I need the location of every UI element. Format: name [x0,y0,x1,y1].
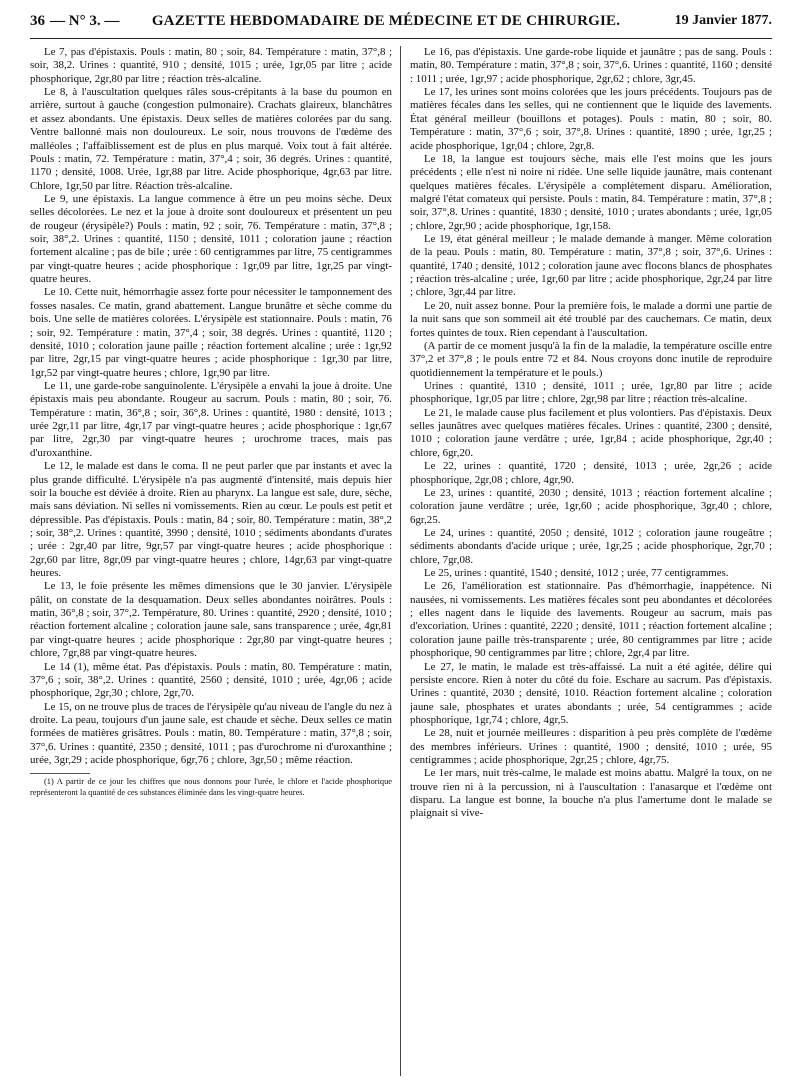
paragraph: Le 20, nuit assez bonne. Pour la première fois, le malade a dormi une partie de la nuit sans que son sommeil ait été troublé par des cauchemars. Ce matin, deux fortes quintes de toux. Rien cependant à l'auscultation. [410,299,772,339]
page-number: 36 [30,12,45,29]
paragraph: Le 12, le malade est dans le coma. Il ne peut parler que par instants et avec la plus grande difficulté. L'érysipèle n'a pas augmenté d'intensité, mais depuis hier soir la bouche est déviée à droite. Rien au pharynx. La langue est sale, dure, sèche, mais sans déviation. Ni selles ni vomissements. Rien au cœur. Le pouls est petit et dépressible. Pas d'épistaxis. Pouls : matin, 84 ; soir, 80. Température : matin, 38°,2 ; soir, 38°,2. Urines : quantité, 3990 ; densité, 1010 ; sédiments abondants d'urates ; urée : 2gr,40 par litre, 9gr,57 par vingt-quatre heures ; acide phosphorique : 2gr,60 par litre, 8gr,09 par vingt-quatre heures ; chlore, 14gr,63 par vingt-quatre heures. [30,460,392,580]
journal-title: GAZETTE HEBDOMADAIRE DE MÉDECINE ET DE CHIRURGIE. [151,12,621,29]
paragraph: Le 19, état général meilleur ; le malade demande à manger. Même coloration de la peau. Pouls : matin, 80. Température : matin, 37°,8 ; soir, 37°,6. Urines : quantité, 1740 ; densité, 1012 ; coloration jaune avec flocons blancs de phosphates ; réaction très-alcaline ; urée, 1gr,60 par litre ; acide phosphorique, 2gr,24 par litre ; chlore, 3gr,44 par litre. [410,233,772,299]
right-column [410,46,772,1078]
paragraph: Le 14 (1), même état. Pas d'épistaxis. Pouls : matin, 80. Température : matin, 37°,6 ; soir, 38°,2. Urines : quantité, 2560 ; densité, 1010 ; urée, 4gr,06 ; acide phosphorique, 2gr,30 ; chlore, 2gr,70. [30,660,392,700]
paragraph: Urines : quantité, 1310 ; densité, 1011 ; urée, 1gr,80 par litre ; acide phosphorique, 1gr,05 par litre ; chlore, 2gr,98 par litre ; réaction très-alcaline. [410,379,772,406]
paragraph: Le 16, pas d'épistaxis. Une garde-robe liquide et jaunâtre ; pas de sang. Pouls : matin, 80. Température : matin, 37°,8 ; soir, 37°,6. Urines : quantité, 1160 ; densité : 1011 ; urée, 1gr,97 ; acide phosphorique, 2gr,62 ; chlore, 3gr,45. [410,46,772,85]
paragraph: Le 28, nuit et journée meilleures : disparition à peu près complète de l'œdème des membres inférieurs. Urines : quantité, 1900 ; densité, 1010 ; urée, 95 centigrammes ; acide phosphorique, 2gr,25 ; chlore, 4gr,75. [410,727,772,767]
paragraph: Le 24, urines : quantité, 2050 ; densité, 1012 ; coloration jaune rougeâtre ; sédiments abondants d'acide urique ; urée, 1gr,25 ; acide phosphorique, 2gr,70 ; chlore, 7gr,08. [410,526,772,566]
column-separator [400,46,401,1076]
paragraph: Le 22, urines : quantité, 1720 ; densité, 1013 ; urée, 2gr,26 ; acide phosphorique, 2gr,08 ; chlore, 4gr,90. [410,460,772,486]
issue-number: — N° 3. — [50,12,120,29]
footnote-rule [30,773,90,774]
paragraph: Le 7, pas d'épistaxis. Pouls : matin, 80 ; soir, 84. Température : matin, 37°,8 ; soir, 38,2. Urines : quantité, 910 ; densité, 1015 ; urée, 1gr,05 par litre ; acide phosphorique, 2gr,80 par litre ; réaction très-alcaline. [30,46,392,85]
paragraph: Le 18, la langue est toujours sèche, mais elle l'est moins que les jours précédents ; elle n'est ni noire ni ridée. Une selle liquide jaunâtre, mais contenant quelques matières fécales. L'érysipèle a complètement disparu. Amélioration, malgré l'état comateux qui persiste. Pouls : matin, 84. Température : matin, 37°,8 ; soir, 37°,8. Urines : quantité, 1830 ; densité, 1010 ; urates abondants ; urée, 1gr,05 ; chlore, 2gr,90 ; acide phosphorique, 1gr,158. [410,152,772,232]
paragraph: Le 26, l'amélioration est stationnaire. Pas d'hémorrhagie, inappétence. Ni nausées, ni vomissements. Les matières fécales sont peu abondantes et décolorées ; elles nagent dans le liquide des lavements. Rougeur au sacrum, mais pas d'excoriation. Urines : quantité, 2220 ; densité, 1011 ; réaction fortement alcaline ; coloration jaune paille très-transparente ; urée, 80 centigrammes par litre ; acide phosphorique, 90 centigrammes par litre ; chlore, 2gr,4 par litre. [410,580,772,660]
paragraph: Le 23, urines : quantité, 2030 ; densité, 1013 ; réaction fortement alcaline ; coloration jaune verdâtre ; urée, 1gr,60 ; acide phosphorique, 3gr,40 ; chlore, 6gr,25. [410,486,772,526]
paragraph: Le 21, le malade cause plus facilement et plus volontiers. Pas d'épistaxis. Deux selles jaunâtres avec quelques matières fécales. Urines : quantité, 2300 ; densité, 1010 ; coloration jaune verdâtre ; urée, 1gr,84 ; acide phosphorique, 2gr,40 ; chlore, 6gr,20. [410,406,772,459]
paragraph: Le 1er mars, nuit très-calme, le malade est moins abattu. Malgré la toux, on ne trouve rien ni à la percussion, ni à l'auscultation : l'anasarque et l'œdème ont disparu. La langue est bonne, la bouche n'a plus l'amertume dont le malade se plaignait si vive- [410,767,772,820]
paragraph: Le 8, à l'auscultation quelques râles sous-crépitants à la base du poumon en arrière, surtout à gauche (congestion pulmonaire). Crachats glaireux, blanchâtres et assez abondants. Une épistaxis. Deux selles de matières colorées par du sang. Ventre ballonné mais non douloureux. Le soir, nous trouvons de l'œdème des malléoles ; l'affaiblissement est de plus en plus marqué. Voix tout à fait altérée. Pouls : matin, 72. Température : matin, 37°,4 ; soir, 36 degrés. Urines : quantité, 1170 ; densité, 1008. Urée, 1gr,88 par litre. Acide phosphorique, 4gr,63 par litre. Chlore, 1gr,50 par litre. Réaction très-alcaline. [30,86,392,192]
paragraph: Le 15, on ne trouve plus de traces de l'érysipèle qu'au niveau de l'angle du nez à droite. La peau, toujours d'un jaune sale, est chaude et sèche. Deux selles ce matin formées de matières grisâtres. Pouls : matin, 80. Température : matin, 37°,8 ; soir, 37°,6. Urines : quantité, 2350 ; densité, 1011 ; pas d'urochrome ni d'uroxanthine ; urée, 3gr,29 ; acide phosphorique, 6gr,76 ; chlore, 3gr,50 ; même réaction. [30,700,392,767]
paragraph: Le 27, le matin, le malade est très-affaissé. La nuit a été agitée, délire qui persiste encore. Rien à noter du côté du foie. Eschare au sacrum. Pas d'épistaxis. Urines : quantité, 2030 ; densité, 1010. Réaction fortement alcaline ; coloration jaune sale, phosphates et urates abondants ; urée, 54 centigrammes ; acide phosphorique, 1gr,74 ; chlore, 4gr,5. [410,660,772,726]
issue-date: 19 Janvier 1877. [674,13,772,28]
header-rule [30,38,772,39]
page-header [30,8,772,34]
paragraph: Le 13, le foie présente les mêmes dimensions que le 30 janvier. L'érysipèle pâlit, on constate de la desquamation. Deux selles abondantes noirâtres. Pouls : matin, 36°,8 ; soir, 37°,2. Température, 80. Urines : quantité, 2920 ; densité, 1010 ; réaction fortement alcaline ; coloration jaune sale, sans transparence ; urée, 4gr,81 par vingt-quatre heures ; acide phosphorique : 2gr,80 par vingt-quatre heures ; chlore, 7gr,88 par vingt-quatre heures. [30,580,392,660]
paragraph: Le 10. Cette nuit, hémorrhagie assez forte pour nécessiter le tamponnement des fosses nasales. Ce matin, grand abattement. Langue brunâtre et sèche comme du bois. Une selle de matières colorées. L'érysipèle est stationnaire. Pouls : matin, 76 ; soir, 92. Température : matin, 37°,4 ; soir, 38 degrés. Urines : quantité, 1120 ; densité, 1010 ; coloration jaune paille ; réaction fortement alcaline ; urée : 1gr,92 par litre, 2gr,15 par vingt-quatre heures ; acide phosphorique : 1gr,30 par litre, 1gr,52 par vingt-quatre heures ; chlore, 1gr,90 par litre. [30,286,392,379]
paragraph: Le 11, une garde-robe sanguinolente. L'érysipèle a envahi la joue à droite. Une épistaxis mais peu abondante. Rougeur au sacrum. Pouls : matin, 80 ; soir, 76. Température : matin, 36°,8 ; soir, 36°,8. Urines : quantité, 1980 : densité, 1013 ; urée 2gr,11 par litre, 4gr,17 par vingt-quatre heures ; acide phosphorique : 1gr,67 par litre, 2gr,30 par vingt-quatre heures ; urochrome traces, mais pas d'uroxanthine. [30,379,392,459]
footnote: (1) A partir de ce jour les chiffres que nous donnons pour l'urée, le chlore et l'acide phosphorique représenteront la quantité de ces substances éliminée dans les vingt-quatre heures. [30,777,392,797]
paragraph: Le 9, une épistaxis. La langue commence à être un peu moins sèche. Deux selles décolorées. Le nez et la joue à droite sont douloureux et présentent un peu de rougeur (érysipèle?) Pouls : matin, 92 ; soir, 76. Température : matin, 37°,8 ; soir, 38°,2. Urines : quantité, 1150 ; densité, 1011 ; coloration jaune ; réaction fortement alcaline ; pas de bile ; urée : 60 centigrammes par litre, 75 centigrammes par vingt-quatre heures ; acide phosphorique : 1gr,09 par litre, 1gr,25 par vingt-quatre heures. [30,192,392,286]
paragraph: (A partir de ce moment jusqu'à la fin de la maladie, la température oscille entre 37°,2 et 37°,8 ; le pouls entre 72 et 84. Nous croyons donc inutile de reproduire quotidiennement la température et le pouls.) [410,339,772,379]
left-column [30,46,392,1078]
paragraph: Le 25, urines : quantité, 1540 ; densité, 1012 ; urée, 77 centigrammes. [424,567,729,580]
paragraph: Le 17, les urines sont moins colorées que les jours précédents. Toujours pas de matières fécales dans les selles, qui ne contiennent que le liquide des lavements. État général meilleur (bouillons et potages). Pouls : matin, 80 ; soir, 80. Température : matin, 37°,6 ; soir, 37°,8. Urines : quantité, 1890 ; urée, 1gr,25 ; acide phosphorique, 1gr,04 ; chlore, 2gr,8. [410,86,772,152]
